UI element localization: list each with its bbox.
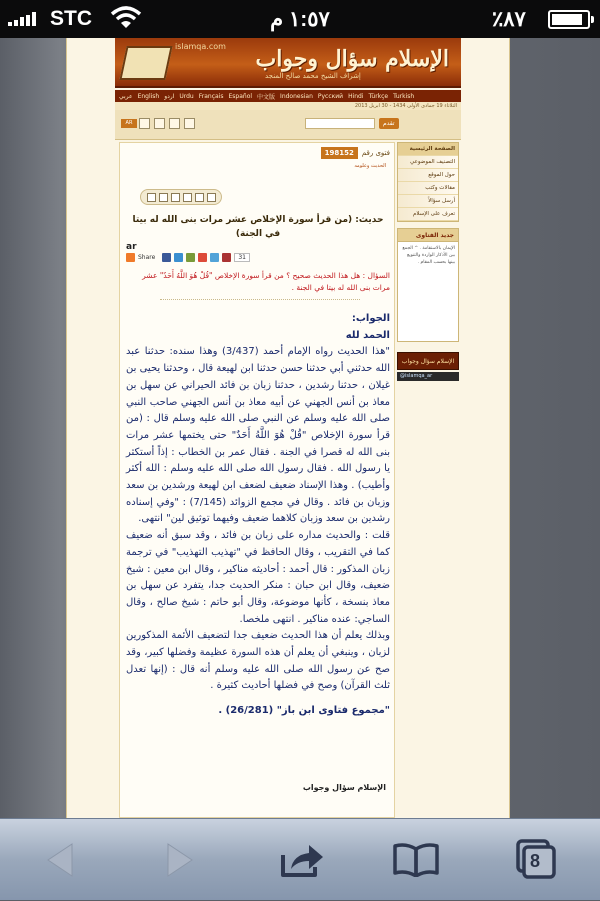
mobile-icon[interactable] (184, 118, 195, 129)
google-plus-icon[interactable] (198, 253, 207, 262)
language-link[interactable]: Español (228, 92, 253, 100)
clock: ١:٥٧ م (270, 8, 330, 31)
language-link[interactable]: عربي (119, 92, 133, 100)
language-link[interactable]: 中文版 (257, 93, 276, 101)
sidebar-item-islam[interactable]: تعرف على الإسلام (398, 208, 458, 221)
twitter-icon[interactable] (174, 253, 183, 262)
print-icon[interactable] (171, 193, 180, 202)
tweet-icon[interactable] (210, 253, 219, 262)
signature: الإسلام سؤال وجواب (302, 783, 386, 792)
share-bar (126, 253, 250, 262)
back-arrow-icon (44, 842, 76, 878)
fatwa-label: فتوى رقم (361, 149, 390, 157)
email-icon[interactable] (183, 193, 192, 202)
email-share-icon[interactable] (186, 253, 195, 262)
battery-icon (548, 10, 590, 29)
language-badge[interactable]: AR (121, 119, 137, 128)
twitter-handle[interactable]: @islamqa_ar (397, 372, 459, 381)
answer-paragraph: وبذلك يعلم أن هذا الحديث ضعيف جدا لتضعيف الأئمة المذكورين لزبان ، وينبغي أن يعلم أن هذه السورة عظيمة وفضلها كبير، وقد صح عن رسول الله صلى الله عليه وسلم أنه قال : (إنها تعدل ثلث القرآن) وصح في فضلها أحاديث كثيرة . (126, 630, 390, 692)
divider (160, 299, 360, 300)
home-icon[interactable] (139, 118, 150, 129)
carrier-name: STC (50, 7, 92, 30)
question-text: السؤال : هل هذا الحديث صحيح ؟ من قرأ سورة الإخلاص "قُلْ هُوَ اللَّهُ أَحَدٌ" عشر مرات بنى الله له بيتا في الجنة . (142, 271, 390, 292)
language-link[interactable]: Turkish (393, 92, 415, 100)
back-arrow-icon[interactable] (207, 193, 216, 202)
answer-body (126, 311, 390, 720)
facebook-icon[interactable] (162, 253, 171, 262)
bookmarks-icon (392, 843, 440, 877)
tabs-count: 8 (529, 851, 540, 871)
mail-icon[interactable] (169, 118, 180, 129)
praise-line: الحمد لله (345, 329, 390, 341)
sidebar-item-topics[interactable]: التصنيف الموضوعي (398, 156, 458, 169)
share-count: 31 (234, 253, 250, 262)
site-logo[interactable]: الإسلام سؤال وجواب (397, 352, 459, 370)
fatwa-number-tab (321, 147, 390, 159)
language-link[interactable]: Indonesian (280, 92, 313, 100)
quran-book-icon (119, 46, 172, 80)
forward-button[interactable] (140, 819, 220, 901)
share-icon (279, 841, 325, 879)
battery-fill (552, 14, 582, 25)
date-bar: الثلاثاء 19 جمادى الأولى 1434 - 30 ابريل 2013 (115, 102, 461, 110)
rss-icon[interactable] (154, 118, 165, 129)
site-title[interactable]: الإسلام سؤال وجواب (255, 46, 449, 72)
answer-reference: "مجموع فتاوى ابن باز" (26/281) . (218, 705, 390, 717)
search-button[interactable]: تقدم (379, 118, 399, 129)
battery-percent: ٪٨٧ (492, 8, 526, 31)
bookmarks-button[interactable] (376, 819, 456, 901)
language-link[interactable]: Urdu (179, 92, 194, 100)
sidebar (397, 142, 459, 381)
language-link[interactable]: Türkçe (368, 92, 389, 100)
font-increase-icon[interactable] (147, 193, 156, 202)
answer-heading: الجواب: (351, 313, 390, 324)
back-button[interactable] (20, 819, 100, 901)
new-fatwas-panel[interactable]: الإيمان بالاستقامة . ^ الجمع بين الأذكار الواردة والتنويع بينها بحسب المقام . (397, 242, 459, 342)
toolbar-icons (139, 118, 195, 129)
answer-paragraph: قلت : والحديث مداره على زبان بن فائد ، وقد سبق أنه ضعيف كما في التقريب ، وقال الحافظ في "تهذيب التهذيب" في ترجمة زبان المذكور : قال أحمد : أحاديثه مناكير ، وقال ابن معين : شيخ ضعيف، وقال ابن حبان : منكر الحديث جدا، يتفرد عن سهل بن معاذ بنسخة ، كأنها موضوعة، وقال أبو حاتم : شيخ صالح ، وقال الساجي: عنده مناكير . انتهى ملخصا. (126, 530, 390, 625)
plusone-icon[interactable] (222, 253, 231, 262)
fatwa-title: حديث: (من قرأ سورة الإخلاص عشر مرات بنى الله له بيتا في الجنة) (132, 215, 384, 239)
share-label[interactable]: Share (138, 254, 156, 261)
language-link[interactable]: Hindi (348, 92, 364, 100)
safari-toolbar (0, 818, 600, 900)
sidebar-item-about[interactable]: حول الموقع (398, 169, 458, 182)
sidebar-item-ask[interactable]: أرسل سؤالاً (398, 195, 458, 208)
sidebar-item-articles[interactable]: مقالات وكتب (398, 182, 458, 195)
language-code: ar (126, 242, 137, 252)
fatwa-content (119, 142, 395, 818)
favorite-icon[interactable] (195, 193, 204, 202)
language-bar (115, 90, 461, 102)
fatwa-number: 198152 (321, 147, 358, 159)
status-bar (0, 0, 600, 38)
font-decrease-icon[interactable] (159, 193, 168, 202)
new-fatwas-heading: جديد الفتاوى (397, 228, 459, 242)
forward-arrow-icon (164, 842, 196, 878)
language-link[interactable]: Français (198, 92, 224, 100)
share-plus-icon[interactable] (126, 253, 135, 262)
site-subtitle: إشراف الشيخ محمد صالح المنجد (265, 72, 361, 80)
language-link[interactable]: اردو (164, 92, 175, 100)
web-viewport[interactable] (0, 38, 600, 818)
fatwa-category-link[interactable]: الحديث وعلومه (354, 163, 386, 169)
site-toolbar (115, 110, 461, 140)
article-tools (140, 189, 222, 205)
sidebar-menu (397, 142, 459, 222)
search-input[interactable] (305, 118, 375, 129)
language-link[interactable]: English (137, 92, 160, 100)
language-link[interactable]: Русский (317, 92, 344, 100)
sidebar-item-home[interactable]: الصفحة الرئيسية (398, 143, 458, 156)
share-button[interactable] (262, 819, 342, 901)
site-banner[interactable] (115, 38, 461, 88)
site-domain: islamqa.com (175, 42, 226, 51)
web-page (66, 38, 510, 818)
answer-paragraph: "هذا الحديث رواه الإمام أحمد (3/437) وهذا سنده: حدثنا عبد الله حدثني أبي حدثنا حسن حدثنا ابن لهيعة قال ، وحدثنا يحيى بن غيلان ، حدثنا رشدين ، حدثنا زبان بن فائد الحيراني عن سهل بن معاذ بن أنس الجهني عن أبيه معاذ بن أنس الجهني صاحب النبي صلى الله عليه وسلم عن النبي صلى الله عليه وسلم قال : (من قرأ سورة الإخلاص "قُلْ هُوَ اللَّهُ أَحَدٌ" حتى يختمها عشر مرات بنى الله له قصرا في الجنة . فقال عمر بن الخطاب : إذاً أستكثر يا رسول الله . فقال رسول الله صلى الله عليه وسلم : الله أكثر وأطيب) . وهذا الإسناد ضعيف لضعف ابن لهيعة ورشدين بن سعد وزبان بن فائد . وقال في مجمع الزوائد (7/145) : "وفي إسناده رشدين بن سعد وزبان كلاهما ضعيف وفيهما توثيق لين" انتهى. (126, 346, 391, 525)
